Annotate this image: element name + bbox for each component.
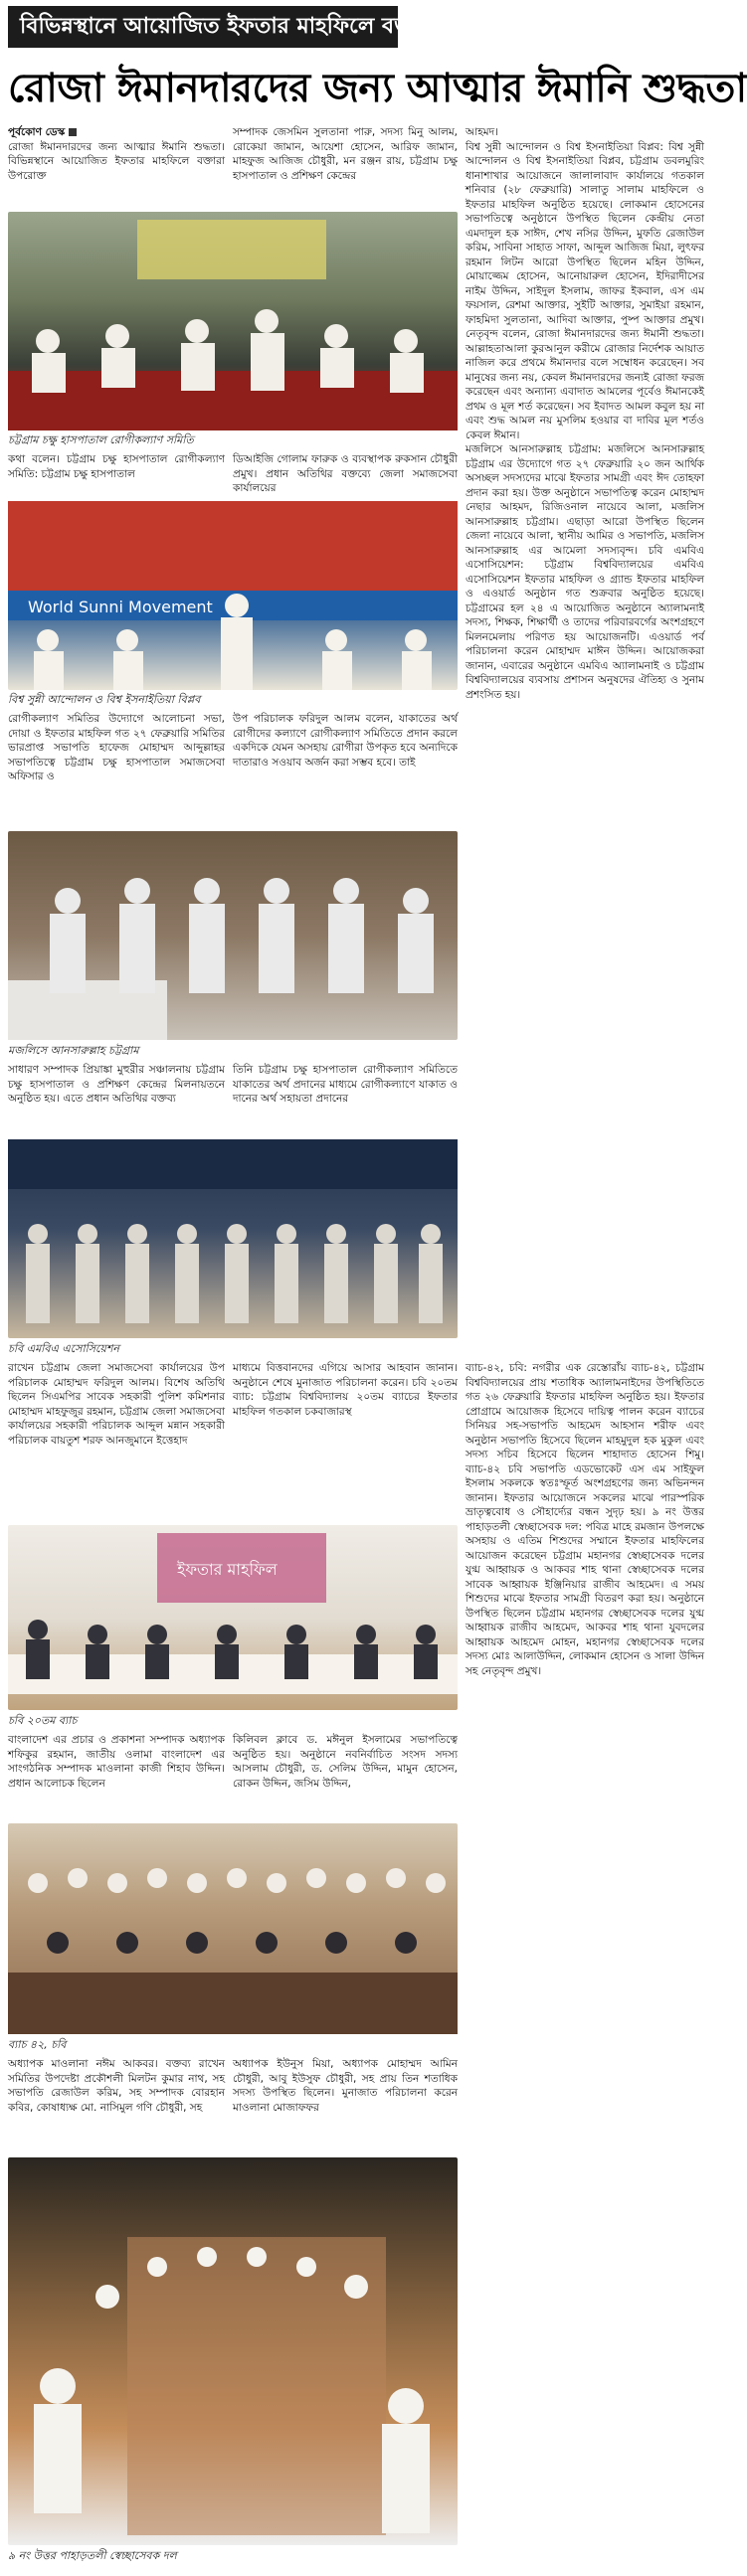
photo-cu-batch-20 [8,1525,458,1710]
photo1-caption: চট্টগ্রাম চক্ষু হাসপাতাল রোগীকল্যাণ সমিতি [8,433,194,446]
photo-batch-42 [8,1823,458,2034]
sec7-col-2-text: অধ্যাপক ইউনুস মিয়া, অধ্যাপক মোহাম্মদ আমিন চৌধুরী, আবু ইউসুফ চৌধুরী, সহ প্রায় তিন শতাধিক সদস্য উপস্থিত ছিলেন। মুনাজাত পরিচালনা করেন মাওলানা মোজাফফর [233,2058,458,2114]
sec7-col-2 [233,2057,458,2152]
banner2-text: World Sunni Movement [28,598,213,616]
sec2-col-1-text: কথা বলেন। চট্টগ্রাম চক্ষু হাসপাতাল রোগীকল্যাণ সমিতি: চট্টগ্রাম চক্ষু হাসপাতাল [8,453,225,480]
sec7-col-1 [8,2057,225,2152]
sec3-col-1-text: রোগীকল্যাণ সমিতির উদ্যোগে আলোচনা সভা, দোয়া ও ইফতার মাহফিল গত ২৭ ফেব্রুয়ারি সমিতির ভারপ্রাপ্ত সভাপতি হাফেজ মোহাম্মদ আব্দুল্লাহর সভাপতিত্বে চট্টগ্রাম চক্ষু হাসপাতাল সমাজসেবা অফিসার ও [8,713,225,782]
lead-col-2-text: সম্পাদক জেসমিন সুলতানা পারু, সদস্য মিনু আলম, রোকেয়া জামান, আয়েশা হোসেন, আরিফ জামান, মাহফুজ আজিজ চৌধুরী, মন রঞ্জন রায়, চট্টগ্রাম চক্ষু হাসপাতাল ও প্রশিক্ষণ কেন্দ্রের [233,126,458,182]
right-column-lower [466,1361,704,2564]
photo7-caption: ৯ নং উত্তর পাহাড়তলী স্বেচ্ছাসেবক দল [8,2549,177,2562]
photo-volunteer-figures [8,2157,458,2545]
sec3-col-2-text: উপ পরিচালক ফরিদুল আলম বলেন, যাকাতের অর্থ রোগীদের কল্যাণে রোগীকল্যাণ সমিতিতে প্রদান করলে একদিকে যেমন অসহায় রোগীরা উপকৃত হবে অন্যদিকে দাতারাও সওয়াব অর্জন করা সম্ভব হবে। তাই [233,713,458,769]
photo-mojlis-ansarullah [8,831,458,1040]
byline: পূর্বকোণ ডেস্ক [8,126,66,138]
sec4-col-2-text: তিনি চট্টগ্রাম চক্ষু হাসপাতাল রোগীকল্যাণ সমিতিতে যাকাতের অর্থ প্রদানের মাধ্যমে রোগীকল্যাণে যাকাত ও দানের অর্থ সহায়তা প্রদানের [233,1064,458,1105]
sec3-col-1 [8,712,225,827]
photo6-caption: ব্যাচ ৪২, চবি [8,2038,67,2051]
photo-mba-figures [8,1139,458,1338]
col3-section-mojlis: মজলিসে আনসারুল্লাহ চট্টগ্রাম: মজলিসে আনসারুল্লাহ চট্টগ্রাম এর উদ্যোগে গত ২৭ ফেব্রুয়ারি ২০ জন আর্থিক অসচ্ছল সদস্যদের মাঝে ইফতার সামগ্রী এবং ঈদ তোহফা প্রদান করা হয়। উক্ত অনুষ্ঠানে সভাপতিত্ব করেন মোহাম্মদ নেছার আহমদ, রিজিওনাল নায়েবে আলা, মজলিস আনসারুল্লাহ চট্টগ্রাম। এছাড়া আরো উপস্থিত ছিলেন জেলা নায়েবে আলা, স্থানীয় আমির ও সভাপতি, মজলিস আনসারুল্লাহ এর আমেলা সদস্যবৃন্দ। চবি এমবিএ এসোসিয়েশন: চট্টগ্রাম বিশ্ববিদ্যালয়ের এমবিএ এসোসিয়েশন ইফতার মাহফিল ও গ্র্যান্ড ইফতার মাহফিল ও এওয়ার্ড অনুষ্ঠান গত শুক্রবার অনুষ্ঠিত হয়েছে। চট্টগ্রামের হল ২৪ এ আয়োজিত অনুষ্ঠানে অ্যালামনাই সদস্য, শিক্ষক, শিক্ষার্থী ও তাদের পরিবারবর্গের অংশগ্রহণে মিলনমেলায় পরিণত হয় আয়োজনটি। এওয়ার্ড পর্ব পরিচালনা করেন মোহাম্মদ মাঈন উদ্দিন। আয়োজকরা জানান, এবারের অনুষ্ঠানে এমবিএ অ্যালামনাই ও চট্টগ্রাম বিশ্ববিদ্যালয়ের ব্যবসায় প্রশাসন অনুষদের ঐতিহ্য ও সুনাম প্রশংসিত হয়। [466,443,704,701]
sec5-col-1 [8,1361,225,1520]
photo-volunteer-party [8,2157,458,2545]
sec5-col-3-text: ব্যাচ-৪২, চবি: নগরীর এক রেস্তোরাঁয় ব্যাচ-৪২, চট্টগ্রাম বিশ্ববিদ্যালয়ের প্রায় শতাধিক অ্যালামনাইদের উপস্থিতিতে গত ২৬ ফেব্রুয়ারি ইফতার মাহফিল অনুষ্ঠিত হয়। ইফতার প্রোগ্রামে আয়োজক হিসেবে দায়িত্ব পালন করেন ব্যাচের সিনিয়র সহ-সভাপতি আহমেদ আহসান শরীফ এবং অনুষ্ঠান সভাপতি হিসেবে ছিলেন মাহমুদুল হক মুকুল এবং সদস্য সচিব হিসেবে ছিলেন শাহাদাত হোসেন শিমু। ব্যাচ-৪২ চবি সভাপতি এডভোকেট এস এম সাইফুল ইসলাম সকলকে স্বতঃস্ফূর্ত অংশগ্রহণের জন্য অভিনন্দন জানান। ইফতার আয়োজনে সকলের মাঝে পারস্পরিক ভ্রাতৃত্ববোধ ও সৌহার্দ্যের বন্ধন সুদৃঢ় হয়। ৯ নং উত্তর পাহাড়তলী স্বেচ্ছাসেবক দল: পবিত্র মাহে রমজান উপলক্ষে অসহায় ও এতিম শিশুদের সম্মানে ইফতার মাহফিলের আয়োজন করেছেন চট্টগ্রাম মহানগর স্বেচ্ছাসেবক দলের যুগ্ম আহ্বায়ক ও আকবর শাহ থানা স্বেচ্ছাসেবক দলের সাবেক আহ্বায়ক ইঞ্জিনিয়ার রাজীব আহমেদ। এ সময় শিশুদের মাঝে ইফতার সামগ্রী বিতরণ করা হয়। অনুষ্ঠানে উপস্থিত ছিলেন চট্টগ্রাম মহানগর স্বেচ্ছাসেবক দলের যুগ্ম আহ্বায়ক রাজীব আহমেদ, আকবর শাহ থানা যুবদলের আহ্বায়ক আহমেদ মোহন, মহানগর স্বেচ্ছাসেবক দলের সদস্য মোঃ আলাউদ্দিন, লোকমান হোসেন ও সালা উদ্দিন সহ নেতৃবৃন্দ প্রমুখ। [466,1362,704,1677]
banner5-text: ইফতার মাহফিল [177,1560,278,1579]
photo-sunni-movement [8,501,458,690]
photo-eye-hospital-figures [8,212,458,430]
kicker-text: বিভিন্নস্থানে আয়োজিত ইফতার মাহফিলে বক্তারা [20,14,441,39]
photo-batch42-figures [8,1823,458,2034]
sec4-col-1-text: সাধারণ সম্পাদক প্রিয়াঙ্কা মুহুরীর সঞ্চালনায় চট্টগ্রাম চক্ষু হাসপাতাল ও প্রশিক্ষণ কেন্দ্রের মিলনায়তনে অনুষ্ঠিত হয়। এতে প্রধান অতিথির বক্তব্য [8,1064,225,1105]
sec4-col-2 [233,1063,458,1134]
photo3-caption: মজলিসে আনসারুল্লাহ চট্টগ্রাম [8,1044,139,1057]
sec5-col-1-text: রাখেন চট্টগ্রাম জেলা সমাজসেবা কার্যালয়ের উপ পরিচালক মোহাম্মদ ফরিদুল আলম। বিশেষ অতিথি ছিলেন সিএমপির সাবেক সহকারী পুলিশ কমিশনার মোহাম্মদ মাহফুজুর রহমান, চট্টগ্রাম জেলা সমাজসেবা কার্যালয়ের সহকারী পরিচালক আব্দুল মন্নান সহকারী পরিচালক বায়তুশ শরফ আনজুমানে ইত্তেহাদ [8,1362,225,1447]
photo-mojlis-figures [8,831,458,1040]
photo-mba-association [8,1139,458,1338]
photo-batch20-figures [8,1525,458,1710]
sec6-col-1-text: বাংলাদেশ এর প্রচার ও প্রকাশনা সম্পাদক অধ্যাপক শফিকুর রহমান, জাতীয় ওলামা বাংলাদেশ এর সাংগঠনিক সম্পাদক মাওলানা কাজী শিহাব উদ্দিন। প্রধান আলোচক ছিলেন [8,1734,225,1790]
lead-col-1-text: রোজা ঈমানদারদের জন্য আত্মার ঈমানি শুদ্ধতা। বিভিন্নস্থানে আয়োজিত ইফতার মাহফিলে বক্তারা উপরোক্ত [8,140,225,182]
sec7-col-1-text: অধ্যাপক মাওলানা নঈম আকবর। বক্তব্য রাখেন সমিতির উপদেষ্টা প্রকৌশলী মিলটন কুমার নাথ, সহ সভাপতি রেজাউল করিম, সহ সম্পাদক বোরহান কবির, কোষাধ্যক্ষ মো. নাসিমুল গণি চৌধুরী, সহ [8,2058,225,2114]
lead-col-2 [233,125,458,209]
sec3-col-2 [233,712,458,827]
photo-sunni-figures [8,501,458,690]
sec2-col-2 [233,452,458,496]
sec4-col-1 [8,1063,225,1134]
lead-col-1 [8,125,225,209]
kicker-banner [8,6,441,48]
headline: রোজা ঈমানদারদের জন্য আত্মার ঈমানি শুদ্ধতা [8,65,747,111]
photo-eye-hospital-event [8,212,458,430]
col3-body: বিশ্ব সুন্নী আন্দোলন ও বিশ্ব ইসনাইতিয়া বিপ্লব: বিশ্ব সুন্নী আন্দোলন ও বিশ্ব ইসনাইতিয়া বিপ্লব, চট্টগ্রাম ডবলমুরিং ধানাশাখার আয়োজনে জালালাবাদ কার্যালয়ে গতকাল শনিবার (২৮ ফেব্রুয়ারি) সালাতু সালাম মাহফিলে ও ইফতার মাহফিল অনুষ্ঠিত হয়েছে। লোকমান হোসেনের সভাপতিত্বে অনুষ্ঠানে উপস্থিত ছিলেন কেন্দ্রীয় নেতা এমদাদুল হক সাঈদ, শেখ নসির উদ্দিন, মুফতি রেজাউল করিম, সাবিনা সাহাত সাফা, আব্দুল আজিজ মিয়া, লুৎফর রহমান লিটন আরো উপস্থিত ছিলেন মহিন উদ্দিন, মোয়াজ্জেম হোসেন, আনোয়ারুল হোসেন, ইদিরাদীসের নাইম উদ্দিন, সাইদুল ইসলাম, জাফর ইকবাল, এস এম ফয়সাল, রেশমা আক্তার, সুইটি আক্তার, সুমাইয়া রহমান, ফাহমিদা সুলতানা, আদিবা আক্তার, পুষ্প আক্তার প্রমুখ। নেতৃবৃন্দ বলেন, রোজা ঈমানদারদের জন্য ঈমানী শুদ্ধতা। আল্লাহতাআলা কুরআনুল করীমে রোজার নির্দেশক আয়াত নাজিল করে প্রথমে ঈমানদার বলে সম্বোধন করেছেন। সব মানুষের জন্য নয়, কেবল ঈমানদারদের জন্যই রোজা ফরজ করেছেন এবং অন্যান্য এবাদাত আমলের পূর্বেও ঈমানকেই প্রথম ও মূল শর্ত করেছেন। সব ইবাদত আমল কবুল হয় না এবং শুদ্ধ আমল নয় মুসলিম হওয়ার বা দাবির মূল শর্তও কেবল ঈমান। [466,140,704,441]
photo4-caption: চবি এমবিএ এসোসিয়েশন [8,1342,119,1355]
sec6-col-2 [233,1733,458,1818]
photo2-caption: বিশ্ব সুন্নী আন্দোলন ও বিশ্ব ইসনাইতিয়া বিপ্লব [8,693,201,706]
sec2-col-2-text: ডিআইজি গোলাম ফারুক ও ব্যবস্থাপক রুকসান চৌধুরী প্রমুখ। প্রধান অতিথির বক্তব্যে জেলা সমাজসেবা কার্যালয়ের [233,453,458,494]
square-bullet-icon [69,128,77,136]
col3-intro: আহমদ। [466,126,498,138]
sec5-col-2-text: মাধ্যমে বিত্তবানদের এগিয়ে আসার আহবান জানান। অনুষ্ঠানে শেষে মুনাজাত পরিচালনা করেন। চবি ২০তম ব্যাচ: চট্টগ্রাম বিশ্ববিদ্যালয় ২০তম ব্যাচের ইফতার মাহফিল গতকাল চকবাজারস্থ [233,1362,458,1418]
sec6-col-1 [8,1733,225,1818]
sec5-col-2 [233,1361,458,1520]
sec6-col-2-text: কিলিবল ক্লাবে ড. মঈনুল ইসলামের সভাপতিত্বে অনুষ্ঠিত হয়। অনুষ্ঠানে নবনির্বাচিত সংসদ সদস্য আসলাম চৌধুরী, ড. সেলিম উদ্দিন, মামুন হোসেন, রোকন উদ্দিন, জসিম উদ্দিন, [233,1734,458,1790]
sec2-col-1 [8,452,225,496]
photo5-caption: চবি ২০তম ব্যাচ [8,1714,78,1727]
